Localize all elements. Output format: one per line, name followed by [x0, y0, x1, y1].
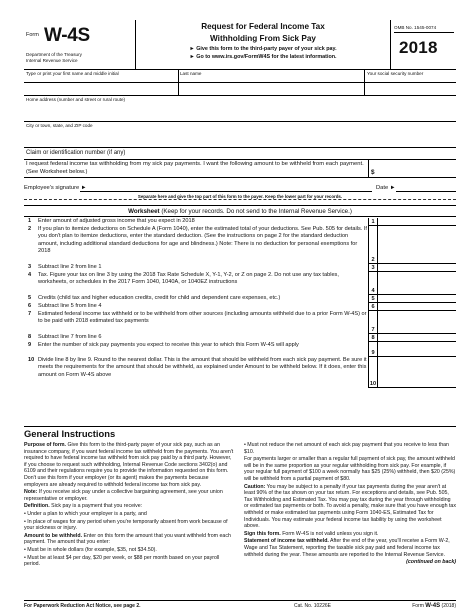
instruction-text: • In place of wages for any period when you're temporarily absent from work because of your sickness or injury. — [24, 518, 228, 532]
worksheet-line-box-number: 5 — [368, 295, 378, 303]
instruction-paragraph — [244, 538, 456, 558]
worksheet-title — [24, 205, 456, 217]
instruction-heading: Statement of income tax withheld. — [244, 538, 329, 545]
worksheet-line-box-number: 3 — [368, 264, 378, 272]
worksheet-line-number: 9 — [28, 342, 32, 348]
worksheet-amount-field[interactable] — [378, 357, 456, 388]
first-name-label: Type or print your first name and middle initial — [26, 71, 119, 76]
worksheet-line — [24, 311, 456, 334]
worksheet-line-box-number: 2 — [368, 226, 378, 264]
instruction-paragraph — [244, 442, 456, 455]
instruction-paragraph — [24, 489, 234, 502]
worksheet-amount-field[interactable] — [378, 311, 456, 334]
instruction-paragraph — [244, 456, 456, 482]
instruction-text: Sick pay is a payment that you receive: — [49, 503, 143, 510]
request-statement: I request federal income tax withholding from my sick pay payments. I want the following amount to be withheld from each payment. (See Worksheet below.) — [26, 161, 364, 175]
claim-field[interactable] — [24, 148, 456, 160]
form-word: Form — [26, 32, 39, 38]
worksheet-line-number: 1 — [28, 218, 32, 224]
continued-note: (continued on back) — [406, 559, 456, 566]
instruction-text: For payments larger or smaller than a regular full payment of sick pay, the amount withheld will be in the same proportion as your regular withholding from sick pay. For example, if your regular full payment of $100 a week normally has $25 (25%) withheld, then $20 (25%) will be withheld from a partial payment of $80. — [244, 456, 456, 482]
worksheet-line — [24, 342, 456, 357]
worksheet-line — [24, 226, 456, 264]
agency-block — [26, 52, 134, 64]
signature-label: Employee's signature ► — [24, 185, 87, 191]
date-field[interactable] — [396, 191, 456, 192]
title-block — [136, 20, 390, 70]
dollar-sign: $ — [371, 169, 375, 176]
worksheet-line-number: 10 — [28, 357, 35, 363]
ssn-field[interactable] — [365, 83, 456, 95]
form-footer — [24, 600, 456, 609]
instruction-text: • Under a plan to which your employer is a party, and — [24, 510, 147, 517]
first-name-field[interactable] — [24, 83, 178, 95]
worksheet-line-box-number: 9 — [368, 342, 378, 357]
instruction-heading: Amount to be withheld. — [24, 532, 83, 539]
city-field[interactable] — [24, 122, 456, 148]
worksheet-line-box-number: 10 — [368, 357, 378, 388]
instruction-paragraph — [24, 519, 234, 532]
instruction-heading: Sign this form. — [244, 530, 281, 537]
instruction-paragraph — [24, 442, 234, 488]
worksheet-amount-field[interactable] — [378, 226, 456, 264]
instruction-paragraph — [24, 547, 234, 554]
form-number: W-4S — [44, 25, 90, 46]
instructions-column-right — [244, 442, 456, 567]
instruction-paragraph — [24, 511, 234, 518]
worksheet-line-box-number: 1 — [368, 218, 378, 226]
instruction-heading: Caution: — [244, 483, 266, 490]
irs-name: Internal Revenue Service — [26, 58, 78, 64]
instruction-heading: Note: — [24, 489, 38, 496]
claim-label: Claim or identification number (if any) — [26, 150, 126, 156]
name-row — [24, 70, 456, 83]
worksheet-title-bold: Worksheet — [128, 207, 160, 215]
instruction-heading: Purpose of form. — [24, 442, 67, 448]
instruction-paragraph — [244, 531, 456, 538]
request-row — [24, 160, 456, 178]
worksheet-line-number: 7 — [28, 311, 32, 317]
worksheet-line-text: Enter the number of sick pay payments you expect to receive this year to which this Form W-4S will apply — [38, 342, 299, 348]
worksheet-line-text: Subtract line 7 from line 6 — [38, 334, 102, 340]
instruction-text: • Must be in whole dollars (for example, $35, not $34.50). — [24, 546, 157, 553]
instruction-text: Give this form to the third-party payer of your sick pay, such as an insurance company, if you want federal income tax withheld from the payments. You aren't required to have federal income tax withheld from sick pay paid by a third party. However, if you choose to request such withholding, Internal Revenue Code sections 3402(o) and 6109 and their regulations require you to provide the information requested on this form. Don't use this form if your employer (or its agent) makes the payments because employers are already required to withhold federal income tax from sick pay. — [24, 442, 234, 488]
worksheet-line — [24, 357, 456, 388]
instruction-text: • Must not reduce the net amount of each sick pay payment that you receive to less than $10. — [244, 442, 449, 455]
instruction-text: Enter on this form the amount that you want withheld from each payment. The amount that you enter: — [24, 532, 231, 546]
paperwork-notice: For Paperwork Reduction Act Notice, see page 2. — [24, 603, 141, 609]
form-title-line1: Request for Federal Income Tax — [201, 22, 325, 31]
form-title-line2: Withholding From Sick Pay — [210, 33, 316, 43]
worksheet-line-text: Tax. Figure your tax on line 3 by using the 2018 Tax Rate Schedule X, Y-1, Y-2, or Z on page 2. Do not use any tax tables, worksheets, or schedules in the 2017 Form 1040, 1040A, or 1040EZ instructions — [38, 272, 339, 286]
instruction-text: If you receive sick pay under a collective bargaining agreement, see your union representative or employer. — [24, 489, 223, 502]
worksheet-line — [24, 264, 456, 272]
instruction-paragraph — [24, 503, 234, 510]
worksheet-line-box-number: 8 — [368, 334, 378, 342]
worksheet-line-box-number: 7 — [368, 311, 378, 334]
worksheet-line-text: Subtract line 2 from line 1 — [38, 264, 102, 270]
instruction-text: You may be subject to a penalty if your tax payments during the year aren't at least 90% of the tax shown on your tax return. For exceptions and details, see Pub. 505, Tax Withholding and Estimated Tax. You may pay tax during the year through withholding or estimated tax payments or both. To avoid a penalty, make sure that you have enough tax withheld or make estimated tax payments using Form 1040-ES, Estimated Tax for Individuals. You may estimate your federal income tax liability by using the worksheet above. — [244, 483, 456, 530]
worksheet-line — [24, 272, 456, 295]
worksheet-line-text: If you plan to itemize deductions on Schedule A (Form 1040), enter the estimated total of your deductions. See Pub. 505 for details. If you don't plan to itemize deductions, enter the standard deduction. (See the instructions on page 2 for the standard deduction amount, including additional standard deductions for age and blindness.) Note: There is no deduction for personal exemptions for 2018 — [38, 226, 367, 254]
last-name-label: Last name — [180, 71, 202, 76]
worksheet-line — [24, 218, 456, 226]
omb-number: OMB No. 1545-0074 — [394, 25, 454, 33]
instructions-column-left — [24, 442, 234, 569]
signature-field[interactable] — [80, 191, 372, 192]
instruction-give-form: ► Give this form to the third-party payer of your sick pay. — [189, 46, 337, 52]
worksheet-line-text: Estimated federal income tax withheld or to be withheld from other sources (including amounts withheld due to a prior Form W-4S) or to be paid with 2018 estimated tax payments — [38, 311, 367, 325]
year-block — [390, 20, 456, 70]
instruction-paragraph — [24, 555, 234, 568]
worksheet-line-box-number: 6 — [368, 303, 378, 311]
withholding-amount-field[interactable] — [376, 160, 456, 177]
instruction-text: Form W-4S is not valid unless you sign it. — [280, 530, 379, 537]
tax-year: 2018 — [399, 38, 438, 57]
worksheet-line — [24, 334, 456, 342]
worksheet-line-number: 5 — [28, 295, 32, 301]
ssn-label: Your social security number — [367, 71, 424, 76]
date-label: Date ► — [376, 185, 396, 191]
department-name: Department of the Treasury — [26, 52, 82, 57]
city-label: City or town, state, and ZIP code — [26, 123, 93, 128]
form-id-block — [24, 20, 136, 70]
worksheet-amount-field[interactable] — [378, 272, 456, 295]
worksheet-title-note: (Keep for your records. Do not send to the Internal Revenue Service.) — [161, 207, 352, 215]
worksheet-line-number: 2 — [28, 226, 32, 232]
worksheet-line-number: 6 — [28, 303, 32, 309]
instruction-text: • Must be at least $4 per day, $20 per week, or $88 per month based on your payroll period. — [24, 554, 220, 568]
name-input-row — [24, 83, 456, 96]
worksheet-line-text: Subtract line 5 from line 4 — [38, 303, 102, 309]
worksheet-line-text: Credits (child tax and higher education credits, credit for child and dependent care expenses, etc.) — [38, 295, 281, 301]
address-field[interactable] — [24, 96, 456, 122]
general-instructions-heading: General Instructions — [24, 428, 116, 439]
separator-text: Separate here and give the top part of this form to the payer. Keep the lower part for your records. — [24, 194, 456, 199]
last-name-field[interactable] — [179, 83, 364, 95]
worksheet-line — [24, 303, 456, 311]
instruction-text: After the end of the year, you'll receive a Form W-2, Wage and Tax Statement, reporting the taxable sick pay paid and federal income tax withheld during the year. These amounts are reported to the Internal Revenue Service. — [244, 538, 450, 558]
instruction-website: ► Go to www.irs.gov/FormW4S for the latest information. — [189, 54, 337, 60]
form-header — [24, 20, 456, 70]
cut-line — [24, 199, 456, 200]
catalog-number: Cat. No. 10226E — [294, 603, 331, 609]
instruction-paragraph — [24, 533, 234, 546]
instruction-paragraph — [244, 484, 456, 530]
worksheet-line-number: 8 — [28, 334, 32, 340]
address-label: Home address (number and street or rural route) — [26, 97, 126, 102]
worksheet-line-number: 3 — [28, 264, 32, 270]
worksheet-line-text: Enter amount of adjusted gross income that you expect in 2018 — [38, 218, 195, 224]
worksheet-amount-field[interactable] — [378, 342, 456, 357]
worksheet-bottom-rule — [24, 426, 456, 427]
worksheet-line-text: Divide line 8 by line 9. Round to the nearest dollar. This is the amount that should be withheld from each sick pay payment. Be sure it meets the requirements for the amount that should be withheld, as explained under Amount to be withheld below. If it does, enter this amount on Form W-4S above — [38, 357, 367, 378]
worksheet-line-number: 4 — [28, 272, 32, 278]
worksheet-line — [24, 295, 456, 303]
footer-form-id: Form W-4S (2018) — [412, 603, 456, 609]
instruction-heading: Definition. — [24, 503, 50, 510]
worksheet-line-box-number: 4 — [368, 272, 378, 295]
